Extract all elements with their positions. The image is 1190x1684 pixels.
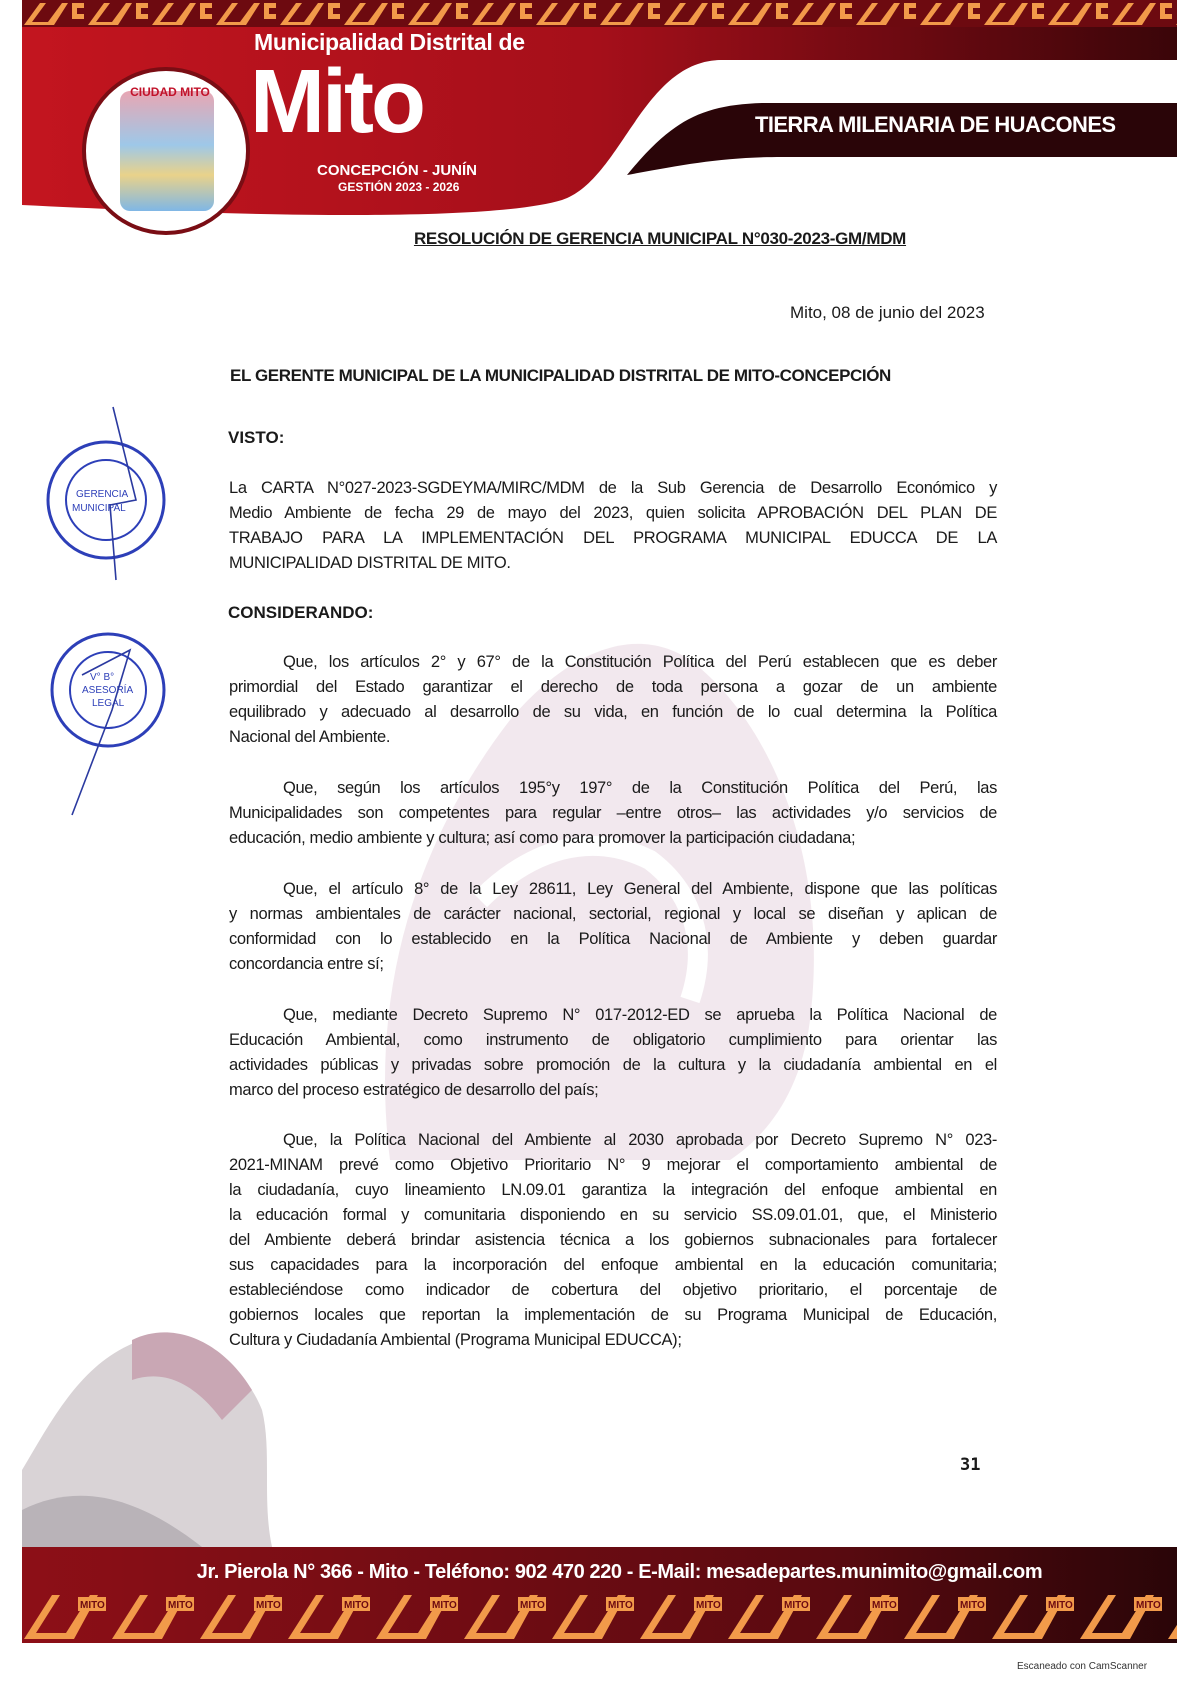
considerando-paragraph — [229, 1003, 997, 1103]
visto-paragraph — [229, 476, 997, 576]
text-line: Medio Ambiente de fecha 29 de mayo del 2023, quien solicita APROBACIÓN DEL PLAN DE — [229, 504, 997, 522]
stamp-text: LEGAL — [92, 698, 125, 709]
text-line: Que, los artículos 2° y 67° de la Constitución Política del Perú establecen que es deber — [283, 653, 997, 671]
text-line: Que, según los artículos 195°y 197° de la Constitución Política del Perú, las — [283, 779, 997, 797]
stamp-text: MUNICIPAL — [72, 503, 126, 514]
text-line: Que, el artículo 8° de la Ley 28611, Ley General del Ambiente, dispone que las políticas — [283, 880, 997, 898]
text-line: Que, mediante Decreto Supremo N° 017-2012-ED se aprueba la Política Nacional de — [283, 1006, 997, 1024]
asesoria-legal-stamp — [42, 630, 182, 820]
text-line: actividades públicas y privadas sobre promoción de la cultura y la ciudadanía ambiental en el — [229, 1056, 997, 1074]
resolution-title: RESOLUCIÓN DE GERENCIA MUNICIPAL N°030-2023-GM/MDM — [413, 229, 907, 248]
text-line: sus capacidades para la incorporación del enfoque ambiental en la educación comunitaria; — [229, 1256, 997, 1274]
stamp-text: GERENCIA — [76, 489, 129, 500]
text-line: Nacional del Ambiente. — [229, 728, 391, 746]
text-line: del Ambiente deberá brindar asistencia técnica a los gobiernos subnacionales para fortalecer — [229, 1231, 997, 1249]
text-line: educación, medio ambiente y cultura; así como para promover la participación ciudadana; — [229, 829, 856, 847]
issuer-heading: EL GERENTE MUNICIPAL DE LA MUNICIPALIDAD DISTRITAL DE MITO-CONCEPCIÓN — [230, 366, 891, 385]
text-line: marco del proceso estratégico de desarrollo del país; — [229, 1081, 599, 1099]
text-line: La CARTA N°027-2023-SGDEYMA/MIRC/MDM de la Sub Gerencia de Desarrollo Económico y — [229, 479, 997, 497]
town-name: Mito — [250, 52, 423, 152]
footer-pattern — [22, 1591, 1177, 1641]
text-line: y normas ambientales de carácter nacional, sectorial, regional y local se diseñan y aplican de — [229, 905, 997, 923]
municipality-label: Municipalidad Distrital de — [254, 29, 525, 55]
considerando-label: CONSIDERANDO: — [228, 603, 374, 622]
decorative-figure-image — [22, 1300, 272, 1547]
location-label: CONCEPCIÓN - JUNÍN — [317, 162, 478, 179]
stamp-text: ASESORÍA — [82, 685, 134, 696]
scanner-watermark: Escaneado con CamScanner — [1017, 1661, 1148, 1672]
tagline: TIERRA MILENARIA DE HUACONES — [755, 112, 1116, 137]
document-date: Mito, 08 de junio del 2023 — [790, 303, 985, 322]
letterhead-header — [22, 0, 1177, 240]
text-line: conformidad con lo establecido en la Política Nacional de Ambiente y deben guardar — [229, 930, 997, 948]
stamp-text: V° B° — [90, 672, 115, 683]
considerando-paragraph — [229, 776, 997, 851]
text-line: Cultura y Ciudadanía Ambiental (Programa Municipal EDUCCA); — [229, 1331, 682, 1349]
text-line: Educación Ambiental, como instrumento de obligatorio cumplimiento para orientar las — [229, 1031, 997, 1049]
letterhead-footer — [22, 1547, 1177, 1643]
visto-label: VISTO: — [228, 428, 285, 447]
header-pattern — [22, 0, 1177, 27]
text-line: gobiernos locales que reportan la implementación de su Programa Municipal de Educación, — [229, 1306, 997, 1324]
text-line: Municipalidades son competentes para regular –entre otros– las actividades y/o servicios de — [229, 804, 997, 822]
gerencia-municipal-stamp — [38, 405, 178, 585]
municipal-crest-logo — [82, 67, 250, 235]
text-line: primordial del Estado garantizar el derecho de toda persona a gozar de un ambiente — [229, 678, 997, 696]
text-line: TRABAJO PARA LA IMPLEMENTACIÓN DEL PROGRAMA MUNICIPAL EDUCCA DE LA — [229, 529, 997, 547]
text-line: concordancia entre sí; — [229, 955, 384, 973]
text-line: Que, la Política Nacional del Ambiente al 2030 aprobada por Decreto Supremo N° 023- — [283, 1131, 997, 1149]
logo-text: CIUDAD MITO — [130, 85, 210, 99]
text-line: MUNICIPALIDAD DISTRITAL DE MITO. — [229, 554, 511, 572]
contact-info: Jr. Pierola N° 366 - Mito - Teléfono: 902 470 220 - E-Mail: mesadepartes.munimito@gmail.com — [196, 1561, 1043, 1583]
text-line: la ciudadanía, cuyo lineamiento LN.09.01 garantiza la integración del enfoque ambiental en — [229, 1181, 997, 1199]
considerando-paragraph — [229, 1128, 997, 1353]
text-line: la educación formal y comunitaria disponiendo en su servicio SS.09.01.01, que, el Ministerio — [229, 1206, 997, 1224]
page-number: 31 — [960, 1455, 981, 1475]
term-label: GESTIÓN 2023 - 2026 — [338, 180, 460, 194]
text-line: 2021-MINAM prevé como Objetivo Prioritario N° 9 mejorar el comportamiento ambiental de — [229, 1156, 997, 1174]
considerando-paragraph — [229, 650, 997, 750]
text-line: estableciéndose como indicador de cobertura del objetivo prioritario, el porcentaje de — [229, 1281, 997, 1299]
text-line: equilibrado y adecuado al desarrollo de su vida, en función de lo cual determina la Política — [229, 703, 997, 721]
considerando-paragraph — [229, 877, 997, 977]
